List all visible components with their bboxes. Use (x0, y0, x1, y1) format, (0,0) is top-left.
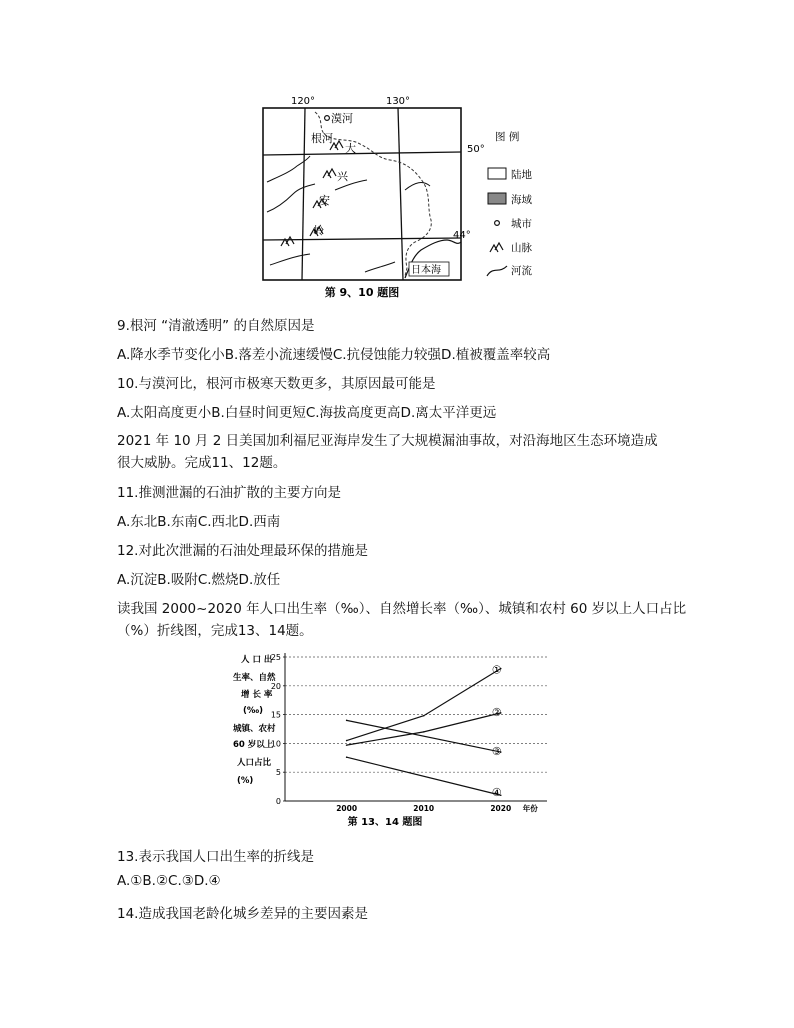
sea-label: 日本海 (411, 265, 441, 276)
mountain-icon (490, 243, 503, 252)
question-13: 13.表示我国人口出生率的折线是 (117, 849, 314, 865)
question-11: 11.推测泄漏的石油扩散的主要方向是 (117, 485, 341, 501)
y-tick-label-5: 5 (275, 768, 281, 778)
legend-label-city: 城市 (511, 218, 532, 230)
population-line-chart (225, 645, 555, 830)
legend-label-mountain: 山脉 (511, 242, 532, 254)
question-11-options: A.东北B.东南C.西北D.西南 (117, 514, 281, 530)
series-1-point-2000 (346, 740, 348, 742)
city-dot-icon (495, 221, 500, 226)
series-label-4: ④ (491, 786, 502, 800)
series-line-3 (347, 720, 501, 752)
legend-label-land: 陆地 (511, 169, 532, 181)
city-mohe-dot-icon (325, 116, 330, 121)
lon-130-label: 130° (385, 96, 411, 107)
question-9: 9.根河 “清澈透明” 的自然原因是 (117, 318, 315, 334)
y-tick-label-15: 15 (270, 710, 281, 720)
series-2-point-2010 (423, 731, 425, 733)
series-label-2: ② (491, 705, 502, 719)
passage-pop-line-2: （%）折线图，完成13、14题。 (117, 623, 313, 639)
y-tick-label-25: 25 (270, 653, 281, 662)
lon-120-label: 120° (290, 96, 316, 107)
city-mohe-label: 漠河 (331, 112, 353, 125)
chart-caption: 第 13、14 题图 (347, 817, 423, 828)
y-label-line-7: 人口占比 (237, 758, 272, 768)
series-4-point-2000 (346, 756, 348, 758)
series-2-point-2000 (346, 744, 348, 746)
question-13-options: A.①B.②C.③D.④ (117, 873, 221, 889)
y-label-line-5: 城镇、农村 (233, 724, 276, 734)
x-tick-label-2000: 2000 (336, 804, 358, 813)
question-12: 12.对此次泄漏的石油处理最环保的措施是 (117, 543, 368, 559)
question-10: 10.与漠河比，根河市极寒天数更多，其原因最可能是 (117, 376, 436, 392)
x-axis-label: 年份 (522, 804, 538, 813)
legend-title: 图 例 (495, 131, 520, 143)
lat-50-label: 50° (467, 144, 485, 155)
y-tick-label-10: 10 (270, 739, 281, 749)
land-swatch-icon (488, 168, 506, 179)
series-line-1 (347, 669, 501, 741)
series-line-4 (347, 757, 501, 795)
y-tick-label-0: 0 (275, 797, 281, 806)
passage-pop-line-1: 读我国 2000~2020 年人口出生率（‰）、自然增长率（‰）、城镇和农村 60 岁以上人口占比 (117, 601, 687, 617)
legend-label-river: 河流 (511, 265, 532, 277)
range-char-2: 兴 (337, 170, 348, 183)
range-char-3: 安 (319, 194, 330, 207)
series-line-2 (347, 713, 501, 745)
question-10-options: A.太阳高度更小B.白昼时间更短C.海拔高度更高D.离太平洋更远 (117, 405, 497, 421)
y-label-line-8: (%) (237, 776, 254, 786)
question-14: 14.造成我国老龄化城乡差异的主要因素是 (117, 906, 368, 922)
lat-44-label: 44° (453, 230, 471, 241)
map-figure (255, 90, 555, 302)
question-9-options: A.降水季节变化小B.落差小流速缓慢C.抗侵蚀能力较强D.植被覆盖率较高 (117, 347, 551, 363)
y-label-line-3: 增 长 率 (241, 690, 273, 700)
series-label-3: ③ (491, 745, 502, 759)
question-12-options: A.沉淀B.吸附C.燃烧D.放任 (117, 572, 281, 588)
y-label-line-4: (‰) (243, 706, 264, 716)
x-tick-label-2020: 2020 (490, 804, 512, 813)
y-label-line-1: 人 口 出 (241, 655, 273, 665)
series-3-point-2000 (346, 720, 348, 722)
sea-swatch-icon (488, 193, 506, 204)
x-tick-label-2010: 2010 (413, 804, 435, 813)
map-caption: 第 9、10 题图 (324, 286, 400, 299)
passage-oil-line-1: 2021 年 10 月 2 日美国加利福尼亚海岸发生了大规模漏油事故，对沿海地区生态环境造成 (117, 433, 658, 449)
y-tick-label-20: 20 (270, 681, 281, 691)
y-label-line-6: 60 岁以上 (233, 740, 274, 750)
river-icon (487, 266, 507, 276)
y-label-line-2: 生率、自然 (233, 673, 276, 683)
legend-label-sea: 海域 (511, 194, 532, 206)
range-char-4: 岭 (313, 224, 324, 237)
range-char-1: 大 (345, 142, 356, 155)
passage-oil-line-2: 很大威胁。完成11、12题。 (117, 455, 287, 471)
series-1-point-2010 (423, 715, 425, 717)
series-label-1: ① (491, 663, 502, 677)
city-genhe-label: 根河 (311, 132, 333, 145)
y-axis-label-block (233, 654, 276, 786)
